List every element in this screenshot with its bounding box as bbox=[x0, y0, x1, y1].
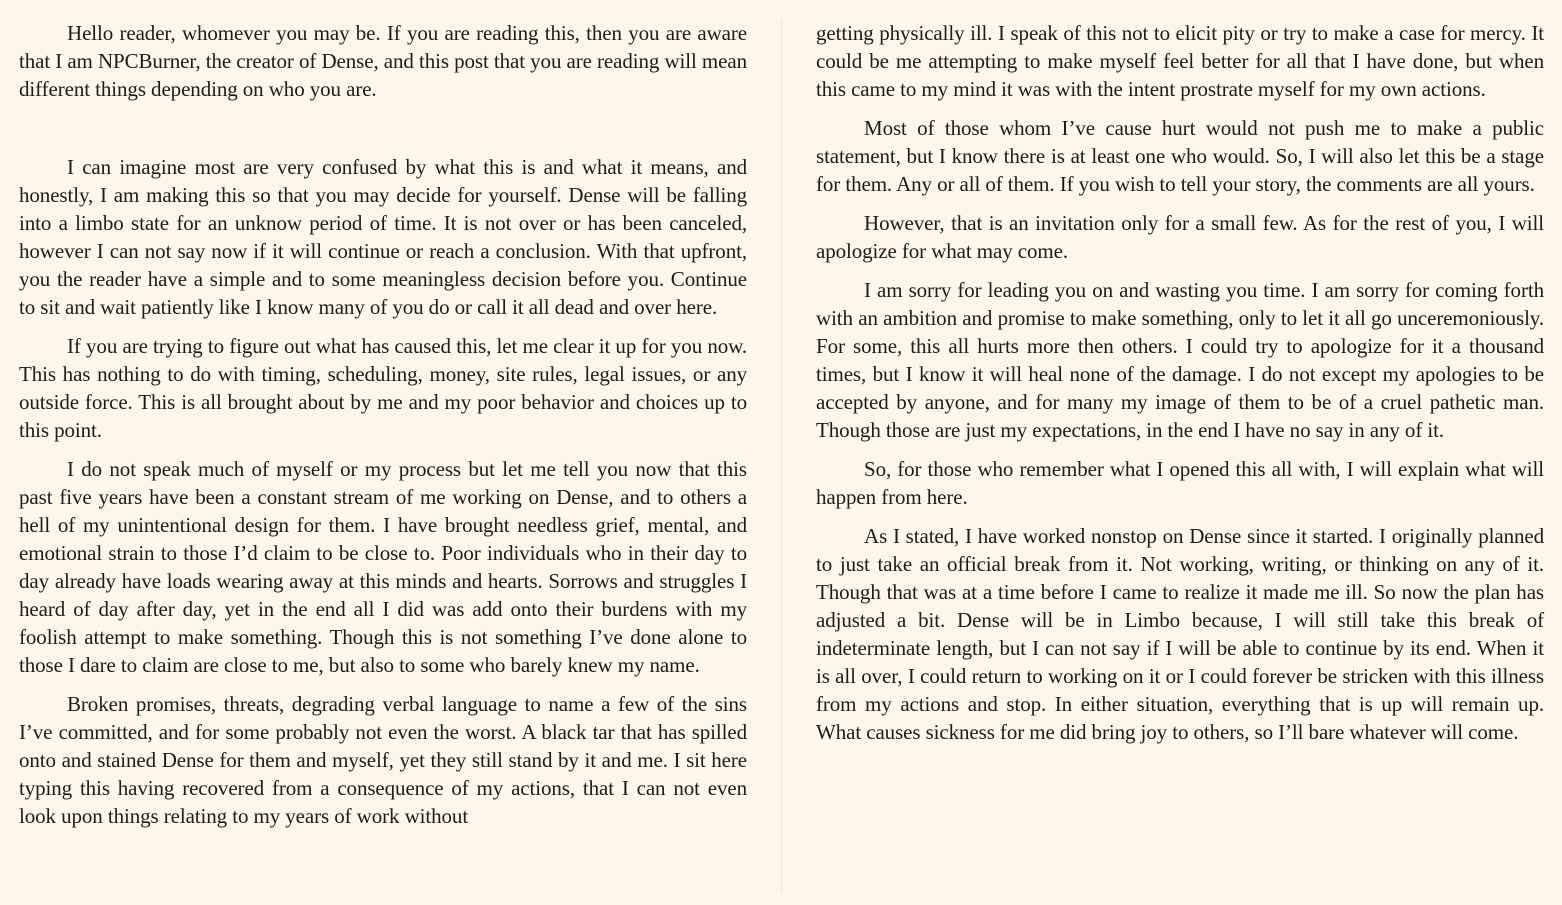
paragraph-continuation: getting physically ill. I speak of this not to elicit pity or try to make a case for mercy. It could be me attempting to make myself feel better for all that I have done, but when this came to my mind it was with the intent prostrate myself for my own actions. bbox=[816, 21, 1544, 101]
paragraph-intro: Hello reader, whomever you may be. If you are reading this, then you are aware that I am NPCBurner, the creator of Dense, and this post that you are reading will mean different things depending on who you are. bbox=[19, 21, 747, 101]
paragraph-broken-promises: Broken promises, threats, degrading verbal language to name a few of the sins I’ve committed, and for some probably not even the worst. A black tar that has spilled onto and stained Dense for them and myself, yet they still stand by it and me. I sit here typing this having recovered from a consequence of my actions, that I can not even look upon things relating to my years of work without bbox=[19, 692, 747, 828]
paragraph-explain: So, for those who remember what I opened this all with, I will explain what will happen from here. bbox=[816, 457, 1544, 509]
paragraph-cause: If you are trying to figure out what has caused this, let me clear it up for you now. This has nothing to do with timing, scheduling, money, site rules, legal issues, or any outside force. This is all brought about by me and my poor behavior and choices up to this point. bbox=[19, 334, 747, 442]
paragraph-public-statement: Most of those whom I’ve cause hurt would not push me to make a public statement, but I know there is at least one who would. So, I will also let this be a stage for them. Any or all of them. If you wish to tell your story, the comments are all yours. bbox=[816, 116, 1544, 196]
paragraph-apology: I am sorry for leading you on and wasting you time. I am sorry for coming forth with an ambition and promise to make something, only to let it all go unceremoniously. For some, this all hurts more then others. I could try to apologize for it a thousand times, but I know it will heal none of the damage. I do not except my apologies to be accepted by anyone, and for many my image of them to be of a cruel pathetic man. Though those are just my expectations, in the end I have no say in any of it. bbox=[816, 278, 1544, 442]
paragraph-invitation: However, that is an invitation only for a small few. As for the rest of you, I will apologize for what may come. bbox=[816, 211, 1544, 263]
paragraph-process: I do not speak much of myself or my process but let me tell you now that this past five years have been a constant stream of me working on Dense, and to others a hell of my unintentional design for them. I have brought needless grief, mental, and emotional strain to those I’d claim to be close to. Poor individuals who in their day to day already have loads wearing away at this minds and hearts. Sorrows and struggles I heard of day after day, yet in the end all I did was add onto their burdens with my foolish attempt to make something. Though this is not something I’ve done alone to those I dare to claim are close to me, but also to some who barely knew my name. bbox=[19, 457, 747, 677]
column-divider bbox=[781, 20, 782, 892]
paragraph-plan: As I stated, I have worked nonstop on Dense since it started. I originally planned to just take an official break from it. Not working, writing, or thinking on any of it. Though that was at a time before I came to realize it made me ill. So now the plan has adjusted a bit. Dense will be in Limbo because, I will still take this break of indeterminate length, but I can not say if I will be able to continue by its end. When it is all over, I could return to working on it or I could forever be stricken with this illness from my actions and stop. In either situation, everything that is up will remain up. What causes sickness for me did bring joy to others, so I’ll bare whatever will come. bbox=[816, 524, 1544, 744]
paragraph-limbo: I can imagine most are very confused by what this is and what it means, and honestly, I am making this so that you may decide for yourself. Dense will be falling into a limbo state for an unknow period of time. It is not over or has been canceled, however I can not say now if it will continue or reach a conclusion. With that upfront, you the reader have a simple and to some meaningless decision before you. Continue to sit and wait patiently like I know many of you do or call it all dead and over here. bbox=[19, 155, 747, 319]
right-column bbox=[816, 19, 1544, 757]
left-column bbox=[19, 19, 747, 841]
